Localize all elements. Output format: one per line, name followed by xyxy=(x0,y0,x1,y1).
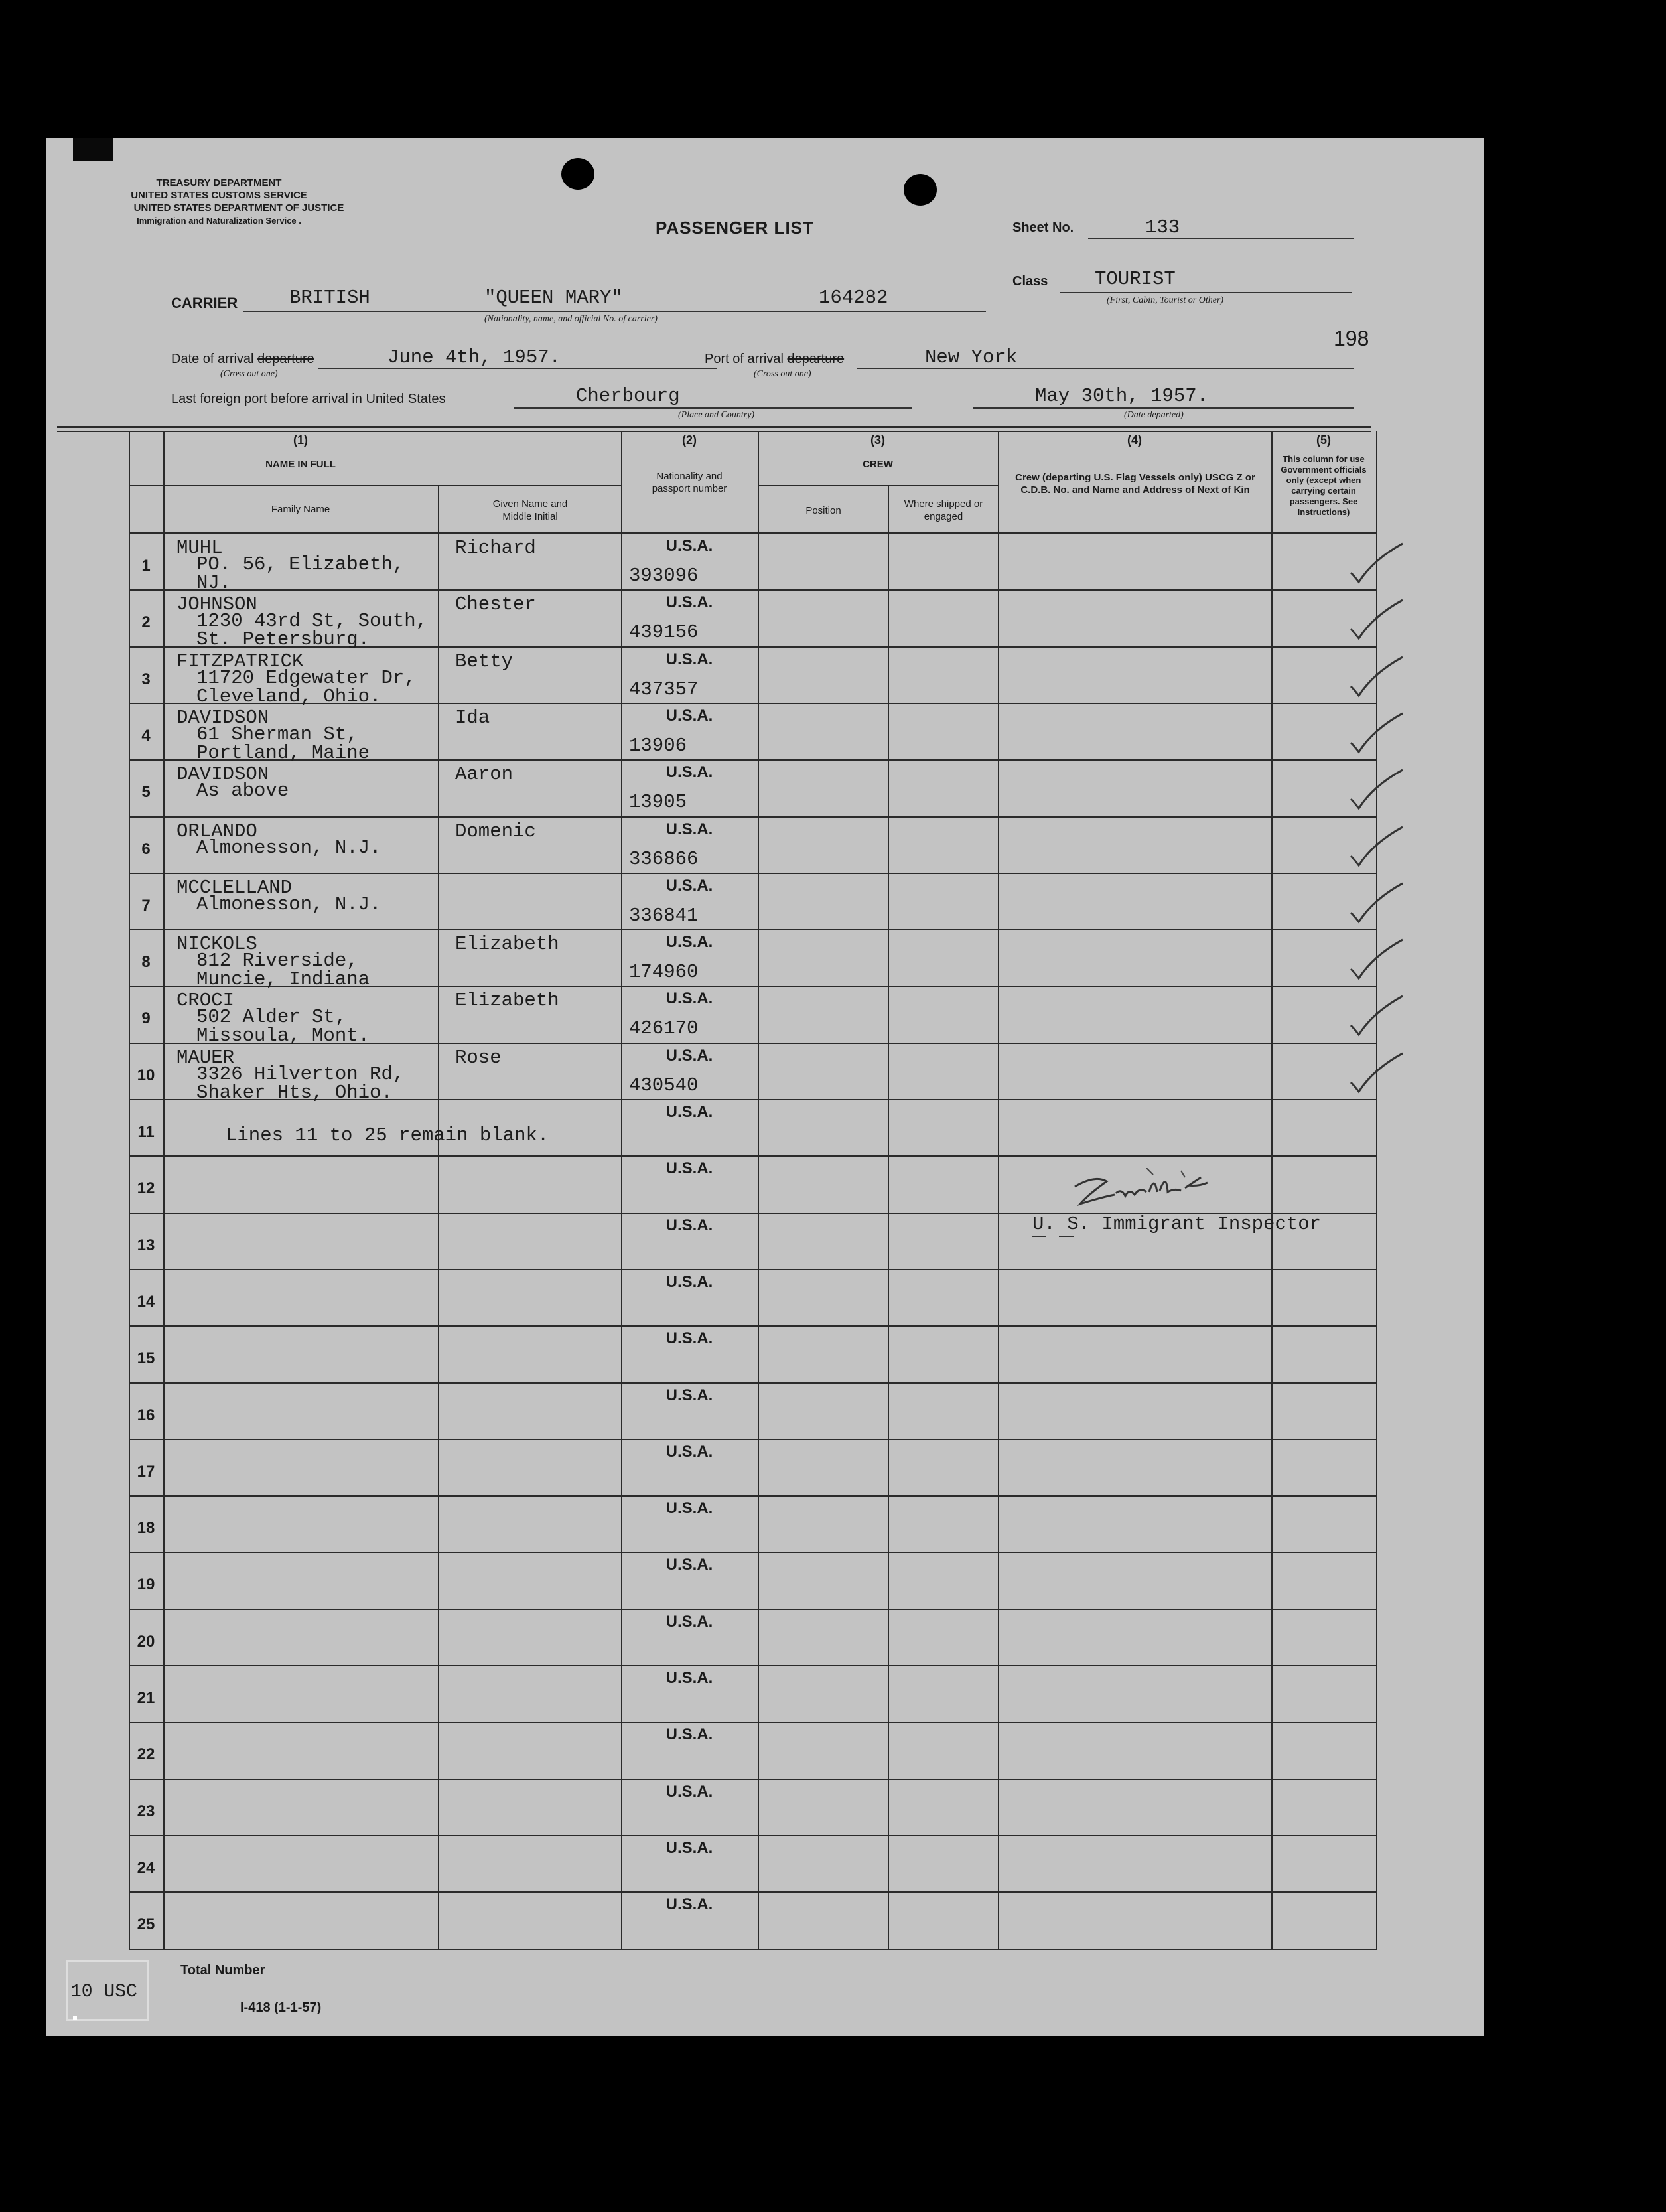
check-mark-icon xyxy=(1347,1049,1407,1096)
row-rule xyxy=(129,873,1376,874)
row-number: 18 xyxy=(137,1519,155,1537)
lastport-hint: (Place and Country) xyxy=(678,410,755,420)
nationality-cell: U.S.A. xyxy=(665,1895,713,1913)
address-cell: 1230 43rd St, South, St. Petersburg. xyxy=(196,610,428,650)
carrier-label: CARRIER xyxy=(171,295,238,311)
form-number: I-418 (1-1-57) xyxy=(240,2000,322,2015)
family-name-cell: DAVIDSON xyxy=(176,707,269,729)
passport-cell: 13905 xyxy=(629,791,687,813)
family-name-cell: MAUER xyxy=(176,1047,235,1069)
port-value: New York xyxy=(925,346,1018,368)
port-label xyxy=(705,352,844,367)
nationality-cell: U.S.A. xyxy=(665,1443,713,1461)
agency-line-3: UNITED STATES DEPARTMENT OF JUSTICE xyxy=(133,202,344,214)
nationality-cell: U.S.A. xyxy=(665,1499,713,1517)
carrier-number: 164282 xyxy=(819,287,888,309)
col2-title: Nationality and passport number xyxy=(652,471,727,494)
row-rule xyxy=(129,929,1376,930)
row-number: 22 xyxy=(137,1745,155,1763)
row-rule xyxy=(129,1949,1376,1950)
address-cell: Almonesson, N.J. xyxy=(196,837,382,859)
row-number: 5 xyxy=(141,783,151,801)
row-number: 24 xyxy=(137,1859,155,1877)
given-name-header: Given Name and Middle Initial xyxy=(492,498,568,522)
inspector-title: U. S. Immigrant Inspector xyxy=(1032,1213,1322,1235)
lastport-value: Cherbourg xyxy=(576,385,680,407)
blank-lines-note: Lines 11 to 25 remain blank. xyxy=(226,1124,549,1146)
row-number: 7 xyxy=(141,897,151,915)
given-name-cell: Ida xyxy=(455,707,490,729)
col4-title: Crew (departing U.S. Flag Vessels only) USCG Z or C.D.B. No. and Name and Address of Next of Kin xyxy=(1015,472,1255,496)
check-mark-icon xyxy=(1347,766,1407,812)
check-mark-icon xyxy=(1347,709,1407,756)
col1-number: (1) xyxy=(293,433,308,447)
col2-number: (2) xyxy=(682,433,697,447)
departed-hint: (Date departed) xyxy=(1124,410,1184,420)
row-rule xyxy=(129,1665,1376,1666)
check-mark-icon xyxy=(1347,540,1407,586)
family-name-cell: MCCLELLAND xyxy=(176,877,293,899)
check-mark-icon xyxy=(1347,992,1407,1039)
head-sub-rule-1 xyxy=(129,485,621,486)
row-number: 20 xyxy=(137,1633,155,1651)
nationality-cell: U.S.A. xyxy=(665,1273,713,1291)
family-name-header: Family Name xyxy=(271,504,330,515)
nationality-cell: U.S.A. xyxy=(665,1669,713,1687)
row-rule xyxy=(129,1155,1376,1157)
class-label: Class xyxy=(1012,274,1048,289)
inspector-underline-u xyxy=(1032,1236,1046,1237)
row-rule xyxy=(129,1495,1376,1497)
row-number: 14 xyxy=(137,1293,155,1311)
nationality-cell: U.S.A. xyxy=(665,990,713,1007)
carrier-underline xyxy=(243,311,986,312)
check-mark-icon xyxy=(1347,596,1407,642)
check-mark-icon xyxy=(1347,823,1407,869)
class-value: TOURIST xyxy=(1095,268,1176,290)
col-line-2 xyxy=(438,485,439,1950)
punch-hole-left xyxy=(561,158,594,190)
row-number: 2 xyxy=(141,613,151,631)
row-number: 23 xyxy=(137,1803,155,1820)
family-name-cell: CROCI xyxy=(176,990,235,1011)
table-top-rule xyxy=(57,426,1371,428)
total-number-label: Total Number xyxy=(180,1963,265,1978)
nationality-cell: U.S.A. xyxy=(665,650,713,668)
row-number: 15 xyxy=(137,1349,155,1367)
row-rule xyxy=(129,1609,1376,1610)
address-cell: 812 Riverside, Muncie, Indiana xyxy=(196,950,370,990)
given-name-cell: Richard xyxy=(455,537,536,559)
arrival-crossed: departure xyxy=(257,352,314,366)
passport-cell: 426170 xyxy=(629,1017,699,1039)
sheet-number: 133 xyxy=(1145,216,1180,238)
row-number: 8 xyxy=(141,953,151,971)
passport-cell: 437357 xyxy=(629,678,699,700)
nationality-cell: U.S.A. xyxy=(665,1329,713,1347)
lastport-label: Last foreign port before arrival in United States xyxy=(171,392,446,406)
address-cell: PO. 56, Elizabeth, NJ. xyxy=(196,553,405,594)
row-number: 17 xyxy=(137,1463,155,1481)
handwritten-stamp-number: 198 xyxy=(1334,327,1369,350)
table-top-rule-2 xyxy=(57,431,1371,432)
port-hint: (Cross out one) xyxy=(754,369,811,379)
family-name-cell: FITZPATRICK xyxy=(176,650,304,672)
nationality-cell: U.S.A. xyxy=(665,1839,713,1857)
lastport-underline xyxy=(514,407,912,409)
family-name-cell: JOHNSON xyxy=(176,593,257,615)
row-number: 10 xyxy=(137,1067,155,1084)
arrival-date: June 4th, 1957. xyxy=(387,346,561,368)
nationality-cell: U.S.A. xyxy=(665,1613,713,1631)
nationality-cell: U.S.A. xyxy=(665,537,713,555)
col3-title: CREW xyxy=(863,459,893,470)
given-name-cell: Aaron xyxy=(455,763,514,785)
passport-cell: 13906 xyxy=(629,735,687,757)
family-name-cell: DAVIDSON xyxy=(176,763,269,785)
given-name-cell: Rose xyxy=(455,1047,502,1069)
nationality-cell: U.S.A. xyxy=(665,593,713,611)
row-number: 13 xyxy=(137,1236,155,1254)
nationality-cell: U.S.A. xyxy=(665,933,713,951)
check-mark-icon xyxy=(1347,936,1407,982)
nationality-cell: U.S.A. xyxy=(665,1217,713,1234)
port-crossed: departure xyxy=(787,352,845,366)
carrier-nationality: BRITISH xyxy=(289,287,370,309)
nationality-cell: U.S.A. xyxy=(665,820,713,838)
check-mark-icon xyxy=(1347,879,1407,926)
sheet-label: Sheet No. xyxy=(1012,220,1074,235)
carrier-hint: (Nationality, name, and official No. of carrier) xyxy=(484,314,658,324)
shipped-header: Where shipped or engaged xyxy=(904,498,983,522)
nationality-cell: U.S.A. xyxy=(665,1556,713,1574)
row-number: 4 xyxy=(141,727,151,745)
port-label-text: Port of arrival xyxy=(705,352,784,366)
footer-stamp-text: 10 USC xyxy=(70,1982,137,2002)
nationality-cell: U.S.A. xyxy=(665,1726,713,1743)
row-number: 11 xyxy=(137,1123,155,1141)
nationality-cell: U.S.A. xyxy=(665,707,713,725)
row-rule xyxy=(129,1779,1376,1780)
family-name-cell: MUHL xyxy=(176,537,223,559)
address-cell: 3326 Hilverton Rd, Shaker Hts, Ohio. xyxy=(196,1063,405,1104)
agency-header xyxy=(80,177,411,227)
address-cell: Almonesson, N.J. xyxy=(196,893,382,915)
passport-cell: 393096 xyxy=(629,565,699,587)
col5-title: This column for use Government officials only (except when carrying certain passengers. See Instructions) xyxy=(1281,454,1367,517)
row-number: 19 xyxy=(137,1576,155,1593)
col-line-5 xyxy=(888,485,889,1950)
family-name-cell: ORLANDO xyxy=(176,820,257,842)
departed-underline xyxy=(973,407,1354,409)
class-underline xyxy=(1060,292,1352,293)
arrival-label-text: Date of arrival xyxy=(171,352,254,366)
address-cell: 502 Alder St, Missoula, Mont. xyxy=(196,1006,370,1047)
row-rule xyxy=(129,1325,1376,1327)
sheet-underline xyxy=(1088,238,1354,239)
arrival-label xyxy=(171,352,314,367)
nationality-cell: U.S.A. xyxy=(665,1159,713,1177)
passenger-list-sheet xyxy=(46,138,1484,2036)
col5-number: (5) xyxy=(1316,433,1331,447)
row-rule xyxy=(129,1722,1376,1723)
address-cell: As above xyxy=(196,780,289,802)
row-number: 16 xyxy=(137,1406,155,1424)
passport-cell: 439156 xyxy=(629,621,699,643)
nationality-cell: U.S.A. xyxy=(665,877,713,895)
torn-corner-mark xyxy=(73,138,113,161)
agency-line-4: Immigration and Naturalization Service . xyxy=(137,216,301,226)
head-bottom-rule xyxy=(129,532,1376,534)
row-number: 6 xyxy=(141,840,151,858)
given-name-cell: Betty xyxy=(455,650,514,672)
address-cell: 61 Sherman St, Portland, Maine xyxy=(196,723,370,764)
row-number: 12 xyxy=(137,1179,155,1197)
row-rule xyxy=(129,1382,1376,1384)
given-name-cell: Chester xyxy=(455,593,536,615)
nationality-cell: U.S.A. xyxy=(665,1103,713,1121)
row-rule xyxy=(129,1269,1376,1270)
departed-value: May 30th, 1957. xyxy=(1035,385,1209,407)
row-rule xyxy=(129,1891,1376,1893)
col4-number: (4) xyxy=(1127,433,1142,447)
nationality-cell: U.S.A. xyxy=(665,763,713,781)
row-number: 25 xyxy=(137,1915,155,1933)
row-rule xyxy=(129,1439,1376,1440)
page-title: PASSENGER LIST xyxy=(656,218,814,238)
row-number: 21 xyxy=(137,1689,155,1707)
passport-cell: 336866 xyxy=(629,848,699,870)
row-number: 9 xyxy=(141,1009,151,1027)
col1-title: NAME IN FULL xyxy=(265,459,336,470)
given-name-cell: Elizabeth xyxy=(455,990,559,1011)
passport-cell: 336841 xyxy=(629,905,699,926)
arrival-hint: (Cross out one) xyxy=(220,369,278,379)
inspector-signature xyxy=(1068,1168,1241,1215)
head-sub-rule-3 xyxy=(758,485,998,486)
col3-number: (3) xyxy=(870,433,885,447)
nationality-cell: U.S.A. xyxy=(665,1386,713,1404)
row-rule xyxy=(129,1552,1376,1553)
row-number: 3 xyxy=(141,670,151,688)
address-cell: 11720 Edgewater Dr, Cleveland, Ohio. xyxy=(196,667,416,707)
check-mark-icon xyxy=(1347,653,1407,700)
carrier-name: "QUEEN MARY" xyxy=(484,287,623,309)
position-header: Position xyxy=(805,505,841,516)
class-hint: (First, Cabin, Tourist or Other) xyxy=(1107,295,1224,305)
inspector-underline-s xyxy=(1059,1236,1074,1237)
given-name-cell: Elizabeth xyxy=(455,933,559,955)
passport-cell: 430540 xyxy=(629,1074,699,1096)
agency-line-2: UNITED STATES CUSTOMS SERVICE xyxy=(131,190,307,201)
agency-line-1: TREASURY DEPARTMENT xyxy=(156,177,282,188)
nationality-cell: U.S.A. xyxy=(665,1783,713,1801)
nationality-cell: U.S.A. xyxy=(665,1047,713,1065)
punch-hole-right xyxy=(904,174,937,206)
passport-cell: 174960 xyxy=(629,961,699,983)
row-rule xyxy=(129,816,1376,818)
row-number: 1 xyxy=(141,557,151,575)
row-rule xyxy=(129,1835,1376,1836)
footer-dot xyxy=(73,2016,77,2020)
family-name-cell: NICKOLS xyxy=(176,933,257,955)
given-name-cell: Domenic xyxy=(455,820,536,842)
